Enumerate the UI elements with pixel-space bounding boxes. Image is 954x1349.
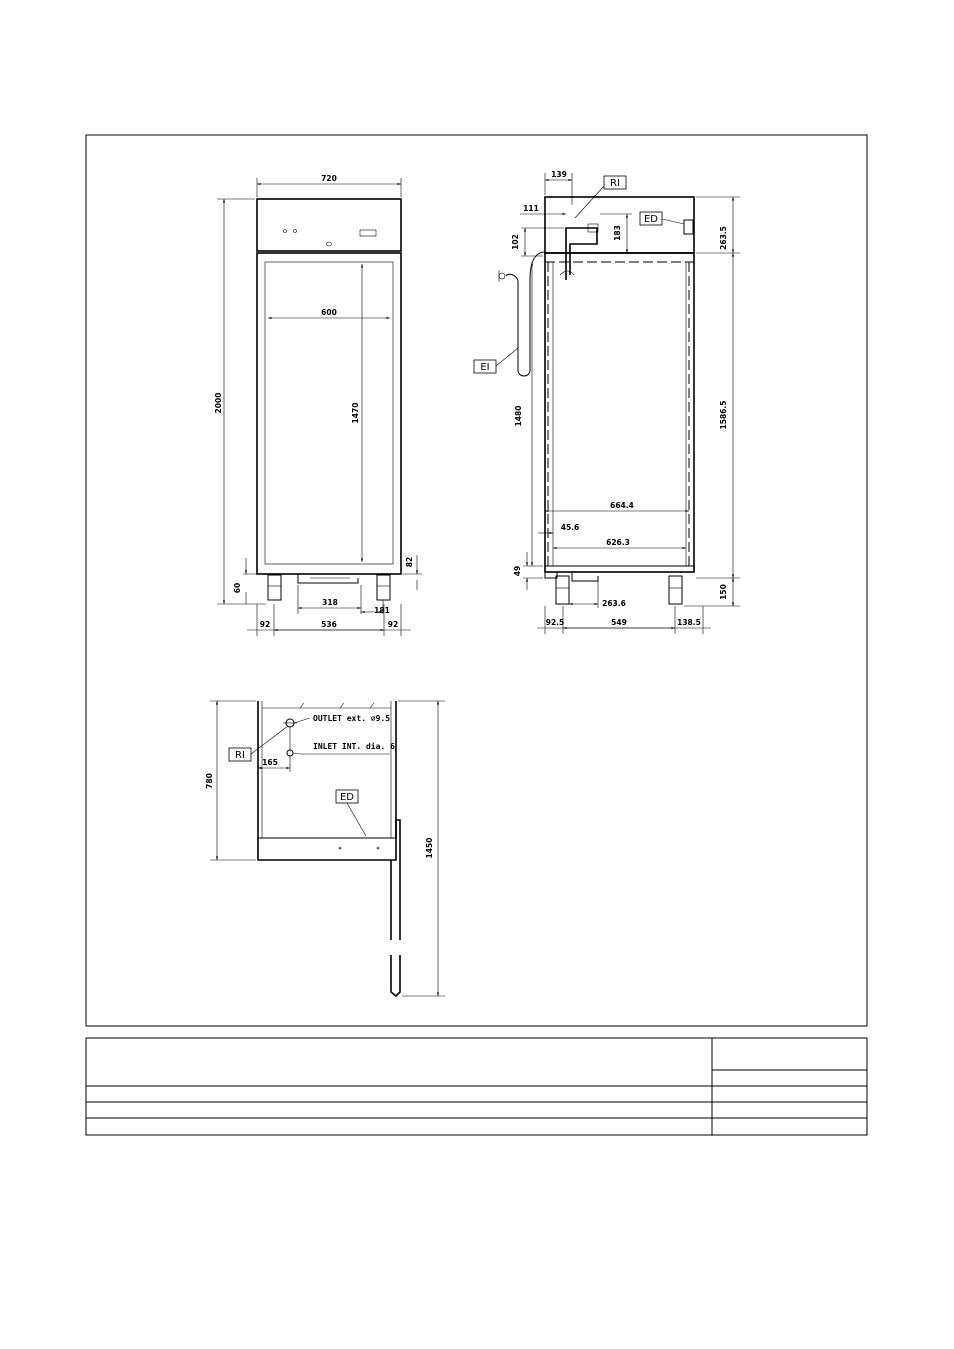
dim-front-base-gap: 82 xyxy=(405,556,414,568)
dim-side-inner-depth-2: 626.3 xyxy=(606,538,630,547)
dim-side-foot-rear: 138.5 xyxy=(677,618,701,627)
top-view xyxy=(205,701,445,996)
dim-side-pipe-drop: 102 xyxy=(511,234,520,250)
side-foot-front xyxy=(556,576,569,604)
dim-front-drain-foot: 181 xyxy=(374,606,390,615)
dim-front-width: 720 xyxy=(321,174,337,183)
dim-side-bottom-gap: 49 xyxy=(513,565,522,577)
dim-side-height: 1586.5 xyxy=(719,400,728,430)
label-side-ri: RI xyxy=(610,178,620,189)
dim-front-foot-height: 60 xyxy=(233,582,242,594)
side-cabinet-top xyxy=(545,197,694,253)
dim-side-wall-offset: 45.6 xyxy=(560,523,580,532)
dim-side-top-height: 263.5 xyxy=(719,226,728,250)
dim-side-inner-depth: 664.4 xyxy=(610,501,634,510)
dim-side-foot-front: 92.5 xyxy=(545,618,565,627)
front-foot-right xyxy=(377,575,390,600)
note-outlet: OUTLET ext. ∅9.5 xyxy=(313,714,391,723)
dim-front-foot-left: 92 xyxy=(259,620,271,629)
front-foot-left xyxy=(268,575,281,600)
dim-side-inner-height: 1480 xyxy=(514,405,523,427)
note-inlet: INLET INT. dia. 6 xyxy=(313,742,395,751)
dim-side-foot-spacing: 549 xyxy=(611,618,627,627)
dim-front-inner-width: 600 xyxy=(321,308,337,317)
dim-top-offset: 165 xyxy=(262,758,278,767)
title-block-table xyxy=(86,1038,867,1135)
dim-side-drain-position: 263.6 xyxy=(602,599,626,608)
dim-front-foot-right: 92 xyxy=(387,620,399,629)
dim-front-height: 2000 xyxy=(214,392,223,414)
dim-side-foot-height: 150 xyxy=(719,584,728,600)
label-top-ed: ED xyxy=(339,792,355,803)
label-top-ri: RI xyxy=(235,750,245,761)
dim-top-open-depth: 1450 xyxy=(425,837,434,859)
dim-front-foot-spacing: 536 xyxy=(321,620,337,629)
dim-front-center-drain: 318 xyxy=(322,598,338,607)
front-cabinet-top-panel xyxy=(257,199,401,251)
dim-side-pipe-offset: 111 xyxy=(523,204,539,213)
dim-front-door-height: 1470 xyxy=(351,402,360,424)
dim-side-depth-top: 139 xyxy=(551,170,567,179)
drawing-frame xyxy=(86,135,867,1026)
front-view xyxy=(214,174,422,636)
dim-side-pipe-depth: 183 xyxy=(613,225,622,241)
front-cabinet-door xyxy=(257,253,401,574)
label-side-ed: ED xyxy=(643,214,659,225)
dim-top-depth: 780 xyxy=(205,773,214,789)
side-foot-rear xyxy=(669,576,682,604)
label-side-ei: EI xyxy=(480,362,490,373)
side-view xyxy=(474,170,740,634)
